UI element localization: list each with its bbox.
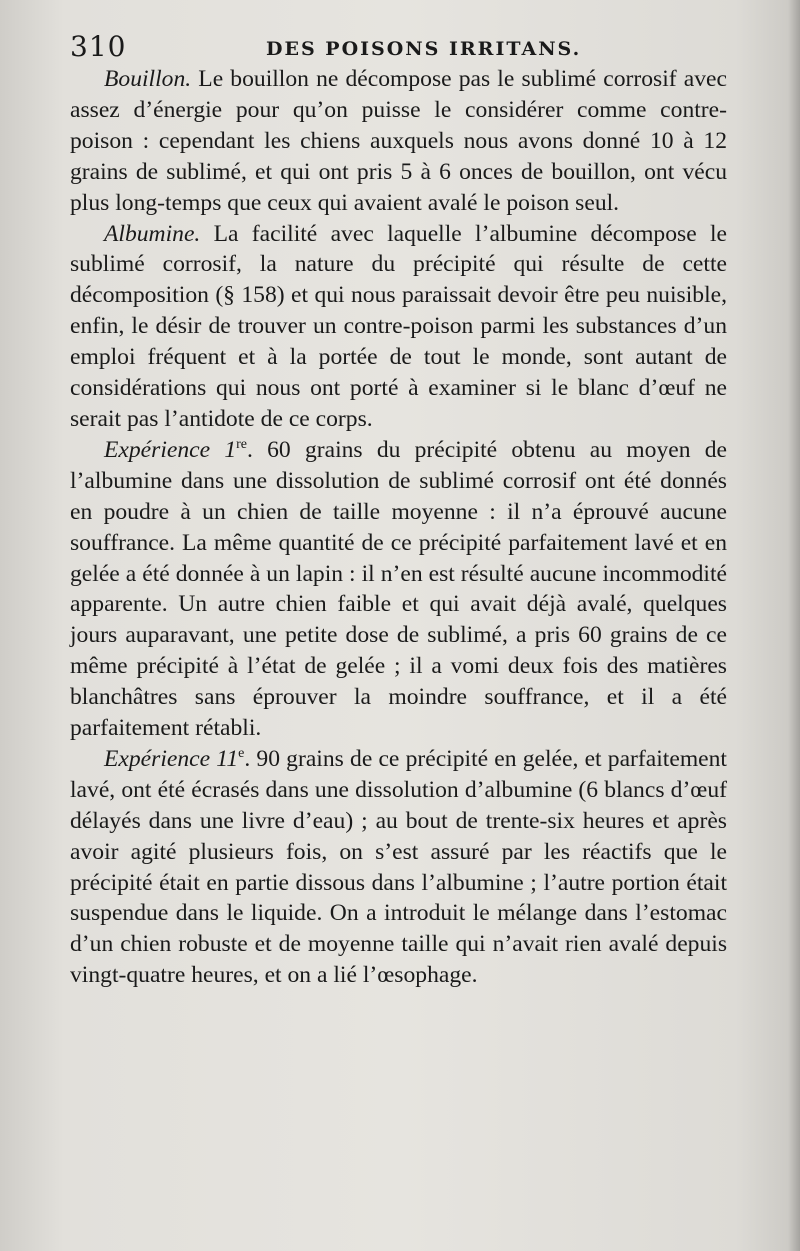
paragraph-bouillon	[70, 64, 727, 219]
paragraph-text: La facilité avec laquelle l’albumine décompose le sublimé corrosif, la nature du précipité qui résulte de cette décomposition (§ 158) et qui nous paraissait devoir être peu nuisible, enfin, le désir de trouver un contre-poison parmi les substances d’un emploi fréquent et à la portée de tout le monde, sont autant de considérations qui nous ont porté à examiner si le blanc d’œuf ne serait pas l’antidote de ce corps.	[70, 220, 727, 432]
paragraph-text: . 90 grains de ce précipité en gelée, et parfaitement lavé, ont été écrasés dans une dissolution d’albumine (6 blancs d’œuf délayés dans une livre d’eau) ; au bout de trente-six heures et après avoir agité plusieurs fois, on s’est assuré par les réactifs que le précipité était en partie dissous dans l’albumine ; l’autre portion était suspendue dans le liquide. On a introduit le mélange dans l’estomac d’un chien robuste et de moyenne taille qui n’avait rien avalé depuis vingt-quatre heures, et on a lié l’œsophage.	[70, 745, 727, 989]
paragraph-text: Le bouillon ne décompose pas le sublimé corrosif avec assez d’énergie pour qu’on puisse le considérer comme contre-poison : cependant les chiens auxquels nous avons donné 10 à 12 grains de sublimé, et qui ont pris 5 à 6 onces de bouillon, ont vécu plus long-temps que ceux qui avaient avalé le poison seul.	[70, 66, 727, 216]
page-spine-shadow	[788, 0, 800, 1251]
page-header	[70, 28, 730, 68]
ordinal-suffix: re	[236, 437, 248, 453]
paragraph-albumine	[70, 219, 727, 435]
paragraph-lead: Expérience 11	[104, 745, 239, 772]
paragraph-lead: Expérience 1	[104, 436, 237, 463]
paragraph-lead: Bouillon.	[104, 66, 192, 92]
page-number: 310	[70, 30, 127, 63]
page-body	[70, 64, 727, 991]
paragraph-experience-2	[70, 744, 727, 991]
paragraph-text: . 60 grains du précipité obtenu au moyen de l’albumine dans une dissolution de sublimé corrosif ont été donnés en poudre à un chien de taille moyenne : il n’a éprouvé aucune souffrance. La même quantité de ce précipité parfaitement lavé et en gelée a été donnée à un lapin : il n’en est résulté aucune incommodité apparente. Un autre chien faible et qui avait déjà avalé, quelques jours auparavant, une petite dose de sublimé, a pris 60 grains de ce même précipité à l’état de gelée ; il a vomi deux fois des matières blanchâtres sans éprouver la moindre souffrance, et il a été parfaitement rétabli.	[70, 436, 727, 742]
ordinal-suffix: e	[238, 746, 245, 762]
paragraph-experience-1	[70, 435, 727, 744]
paragraph-lead: Albumine.	[104, 220, 201, 247]
running-head: DES POISONS IRRITANS.	[266, 38, 582, 60]
